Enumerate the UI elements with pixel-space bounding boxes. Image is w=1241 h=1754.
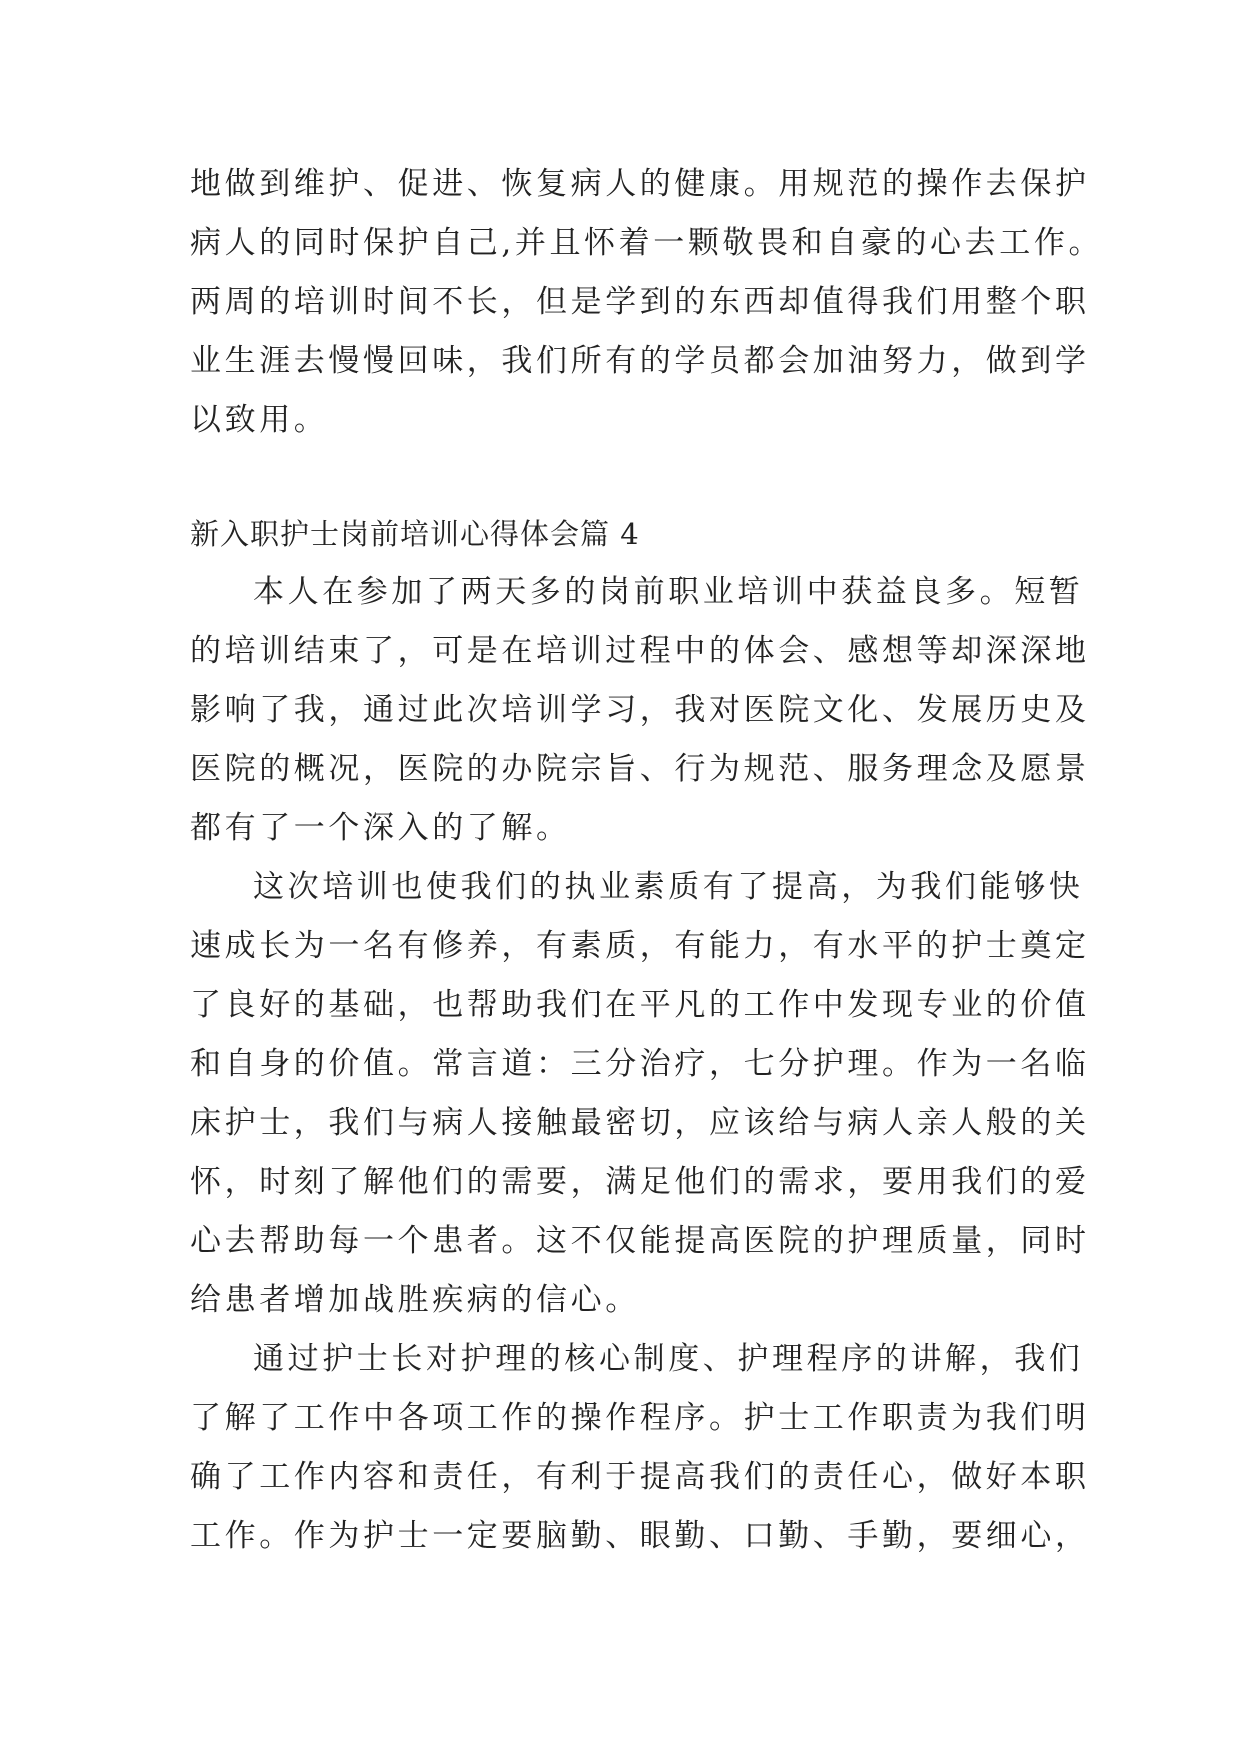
text-line: 地做到维护、促进、恢复病人的健康。用规范的操作去保护 bbox=[190, 166, 1090, 202]
text-line: 了解了工作中各项工作的操作程序。护士工作职责为我们明 bbox=[190, 1400, 1090, 1436]
text-line: 床护士，我们与病人接触最密切，应该给与病人亲人般的关 bbox=[190, 1105, 1090, 1141]
text-line: 了良好的基础，也帮助我们在平凡的工作中发现专业的价值 bbox=[190, 987, 1090, 1023]
text-line: 速成长为一名有修养，有素质，有能力，有水平的护士奠定 bbox=[190, 928, 1090, 964]
text-line: 的培训结束了，可是在培训过程中的体会、感想等却深深地 bbox=[190, 633, 1090, 669]
text-line: 通过护士长对护理的核心制度、护理程序的讲解，我们 bbox=[253, 1341, 1084, 1377]
text-line: 心去帮助每一个患者。这不仅能提高医院的护理质量，同时 bbox=[190, 1223, 1090, 1259]
text-line: 和自身的价值。常言道：三分治疗，七分护理。作为一名临 bbox=[190, 1046, 1090, 1082]
text-line: 以致用。 bbox=[190, 402, 329, 438]
text-line: 医院的概况，医院的办院宗旨、行为规范、服务理念及愿景 bbox=[190, 751, 1090, 787]
text-line: 这次培训也使我们的执业素质有了提高，为我们能够快 bbox=[253, 869, 1084, 905]
text-line: 业生涯去慢慢回味，我们所有的学员都会加油努力，做到学 bbox=[190, 343, 1090, 379]
text-line: 本人在参加了两天多的岗前职业培训中获益良多。短暂 bbox=[253, 574, 1084, 610]
text-line: 确了工作内容和责任，有利于提高我们的责任心，做好本职 bbox=[190, 1459, 1090, 1495]
text-line: 两周的培训时间不长，但是学到的东西却值得我们用整个职 bbox=[190, 284, 1090, 320]
text-line: 工作。作为护士一定要脑勤、眼勤、口勤、手勤，要细心， bbox=[190, 1518, 1090, 1554]
text-line: 影响了我，通过此次培训学习，我对医院文化、发展历史及 bbox=[190, 692, 1090, 728]
section-heading: 新入职护士岗前培训心得体会篇 4 bbox=[190, 517, 640, 551]
text-line: 病人的同时保护自己,并且怀着一颗敬畏和自豪的心去工作。 bbox=[190, 225, 1104, 261]
text-line: 都有了一个深入的了解。 bbox=[190, 810, 571, 846]
text-line: 怀，时刻了解他们的需要，满足他们的需求，要用我们的爱 bbox=[190, 1164, 1090, 1200]
text-line: 给患者增加战胜疾病的信心。 bbox=[190, 1282, 640, 1318]
